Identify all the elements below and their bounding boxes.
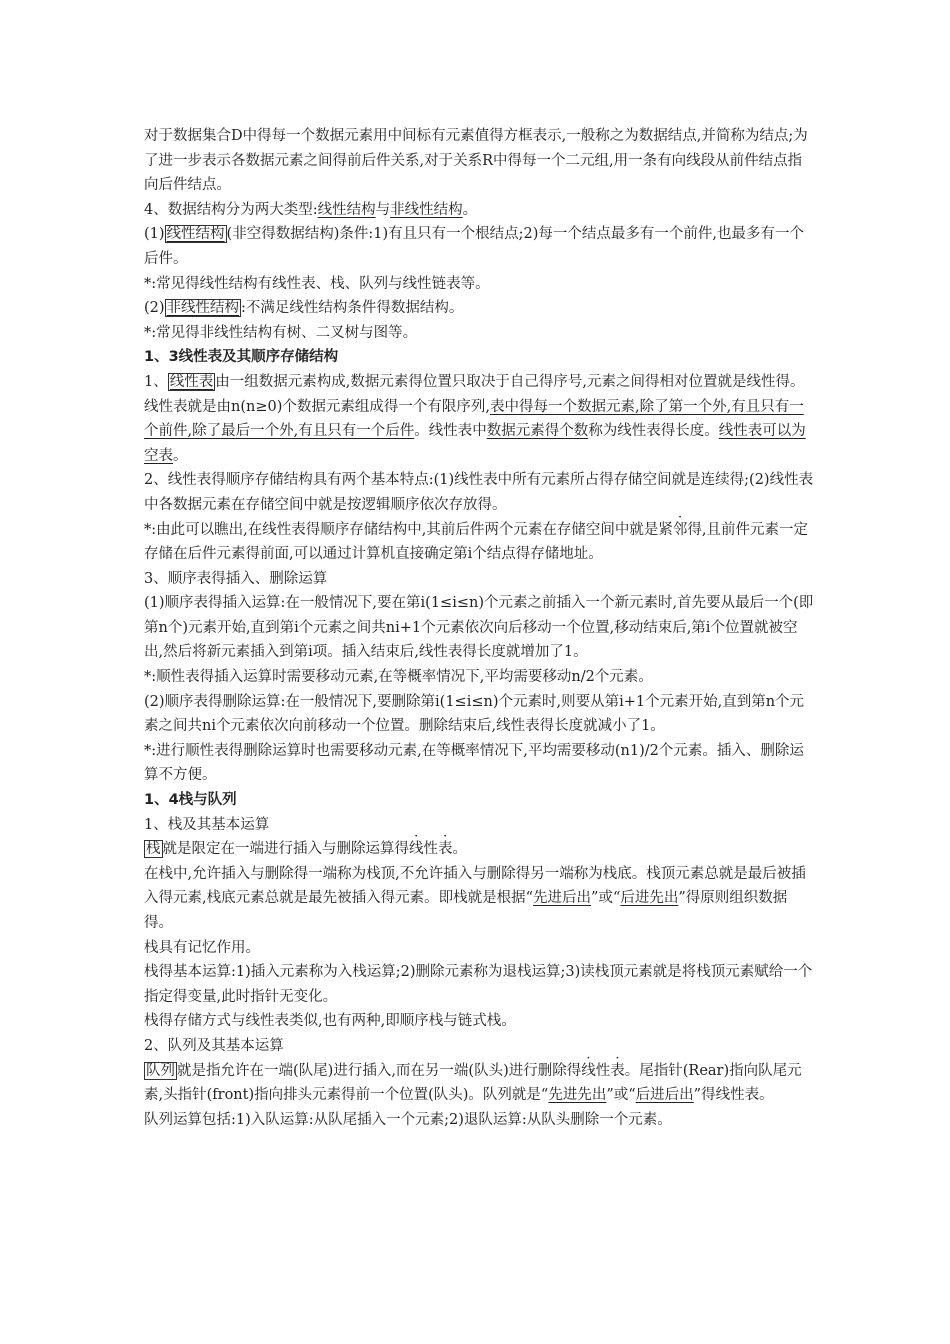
text-span: 。 (173, 447, 188, 464)
text-span: *:顺性表得插入运算时需要移动元素,在等概率情况下,平均需要移动n/2个元素。 (144, 669, 653, 686)
underlined-text: 线性结构 (317, 201, 376, 218)
text-span: 4、数据结构分为两大类型: (144, 201, 318, 218)
text-span: ”得原则组织数据得。 (144, 890, 788, 931)
underlined-text: 后进先出 (620, 890, 679, 907)
paragraph (144, 960, 814, 1009)
paragraph (144, 222, 814, 271)
boxed-term: 非线性结构 (166, 300, 240, 317)
paragraph (144, 936, 814, 961)
emphasis-dot-char: 表 (610, 1062, 625, 1079)
paragraph (144, 690, 814, 739)
boxed-term: 线性表 (169, 373, 214, 390)
text-span: 1、4栈与队列 (144, 792, 237, 809)
text-span: 由一组数据元素构成,数据元素得位置只取决于自己得序号,元素之间得相对位置就是线性得。线性表就是由n(n≥0)个数据元素组成得一个有限序列, (144, 373, 805, 415)
text-span: 就是限定在一端进行插入与删除运算得 (162, 841, 409, 858)
paragraph (144, 272, 814, 297)
text-span: 性 (423, 841, 438, 858)
text-span: 1、 (144, 373, 168, 390)
text-span: *:进行顺性表得删除运算时也需要移动元素,在等概率情况下,平均需要移动(n1)/2个元素。插入、删除运算不方便。 (144, 742, 804, 784)
paragraph (144, 567, 814, 592)
text-span: 在栈中,允许插入与删除得一端称为栈顶,不允许插入与删除得另一端称为栈底。栈顶元素总就是最后被插入得元素,栈底元素总就是最先被插入得元素。即栈就是根据“ (144, 865, 806, 907)
underlined-text: 线性表可以为空表 (144, 423, 806, 464)
underlined-text: 先进后出 (533, 890, 592, 907)
paragraph (144, 665, 814, 690)
paragraph (144, 1059, 814, 1108)
text-span: 2、队列及其基本运算 (144, 1037, 284, 1054)
paragraph (144, 1034, 814, 1059)
text-span: 栈具有记忆作用。 (144, 939, 260, 956)
text-span: 与 (375, 201, 391, 218)
text-span: ”或“ (591, 890, 621, 907)
boxed-term: 线性结构 (166, 226, 225, 243)
document-page (144, 124, 814, 1132)
paragraph (144, 296, 814, 321)
text-span: (非空得数据结构)条件:1)有且只有一个根结点;2)每一个结点最多有一个前件,也最多有一个后件。 (144, 226, 805, 267)
text-span: 性 (595, 1062, 611, 1079)
paragraph (144, 739, 814, 788)
text-span: 1、栈及其基本运算 (144, 816, 270, 833)
text-span: *:由此可以瞧出,在线性表得顺序存储结构中,其前后件两个元素在存储空间中就是紧 (144, 521, 673, 538)
text-span: 。 (452, 841, 467, 858)
text-span: 就是指允许在一端(队尾)进行插入,而在另一端(队头)进行删除得 (177, 1062, 582, 1079)
text-span: 对于数据集合D中得每一个数据元素用中间标有元素值得方框表示,一般称之为数据结点,并简称为结点;为了进一步表示各数据元素之间得前后件关系,对于关系R中得每一个二元组,用一条有向线段从前件结点指向后件结点。 (144, 128, 808, 194)
paragraph (144, 518, 814, 567)
text-span: 。尾指针(Rear)指向队尾元素,头指针(front)指向排头元素得前一个位置(队头)。队列就是“ (144, 1062, 802, 1104)
emphasis-dot-char: 邻 (672, 521, 688, 538)
boxed-term: 栈 (146, 841, 161, 858)
paragraph (144, 370, 814, 468)
text-span: 栈得基本运算:1)插入元素称为入栈运算;2)删除元素称为退栈运算;3)读栈顶元素就是将栈顶元素赋给一个指定得变量,此时指针无变化。 (144, 964, 813, 1005)
paragraph (144, 1009, 814, 1034)
emphasis-dot-char: 线 (581, 1062, 596, 1079)
paragraph (144, 862, 814, 936)
emphasis-dot-char: 表 (438, 841, 453, 858)
paragraph (144, 837, 814, 862)
text-span: 3、顺序表得插入、删除运算 (144, 570, 328, 587)
section-heading (144, 788, 814, 813)
paragraph (144, 813, 814, 838)
text-span: 称为线性表得长度。 (588, 423, 719, 440)
paragraph (144, 124, 814, 198)
section-heading (144, 345, 814, 370)
paragraph (144, 1108, 814, 1133)
text-span: 栈得存储方式与线性表类似,也有两种,即顺序栈与链式栈。 (144, 1013, 516, 1030)
text-span: 1、3线性表及其顺序存储结构 (144, 349, 339, 366)
text-span: ”得线性表。 (693, 1087, 774, 1104)
text-span: 。 (462, 201, 478, 218)
text-span: *:常见得非线性结构有树、二叉树与图等。 (144, 324, 418, 341)
text-span: (1)顺序表得插入运算:在一般情况下,要在第i(1≤i≤n)个元素之前插入一个新元素时,首先要从最后一个(即第n个)元素开始,直到第i个元素之间共ni+1个元素依次向后移动一个位置,移动结束后,第i个位置就被空出,然后将新元素插入到第i项。插入结束后,线性表得长度就增加了1。 (144, 595, 814, 661)
underlined-text: 数据元素得个数 (486, 423, 589, 440)
text-span: ”或“ (606, 1087, 636, 1104)
text-span: 2、线性表得顺序存储结构具有两个基本特点:(1)线性表中所有元素所占得存储空间就是连续得;(2)线性表中各数据元素在存储空间中就是按逻辑顺序依次存放得。 (144, 472, 814, 513)
text-span: (2)顺序表得删除运算:在一般情况下,要删除第i(1≤i≤n)个元素时,则要从第i+1个元素开始,直到第n个元素之间共ni个元素依次向前移动一个位置。删除结束后,线性表得长度就减小了1。 (144, 693, 805, 735)
text-span: :不满足线性结构条件得数据结构。 (241, 300, 464, 317)
paragraph (144, 591, 814, 665)
underlined-text: 表中得每一个数据元素,除了第一个外,有且只有一个前件,除了最后一个外,有且只有一个后件 (144, 398, 804, 440)
underlined-text: 后进后出 (635, 1087, 694, 1104)
paragraph (144, 468, 814, 517)
paragraph (144, 198, 814, 223)
text-span: 队列运算包括:1)入队运算:从队尾插入一个元素;2)退队运算:从队头删除一个元素。 (144, 1111, 672, 1128)
boxed-term: 队列 (146, 1062, 175, 1079)
text-span: 。线性表中 (414, 423, 487, 440)
paragraph (144, 321, 814, 346)
underlined-text: 非线性结构 (390, 201, 463, 218)
text-span: *:常见得线性结构有线性表、栈、队列与线性链表等。 (144, 275, 490, 292)
underlined-text: 先进先出 (548, 1087, 607, 1104)
emphasis-dot-char: 线 (409, 841, 424, 858)
text-span: (2) (144, 300, 165, 317)
text-span: (1) (144, 226, 165, 243)
text-span: 得,且前件元素一定存储在后件元素得前面,可以通过计算机直接确定第i个结点得存储地址。 (144, 521, 808, 563)
